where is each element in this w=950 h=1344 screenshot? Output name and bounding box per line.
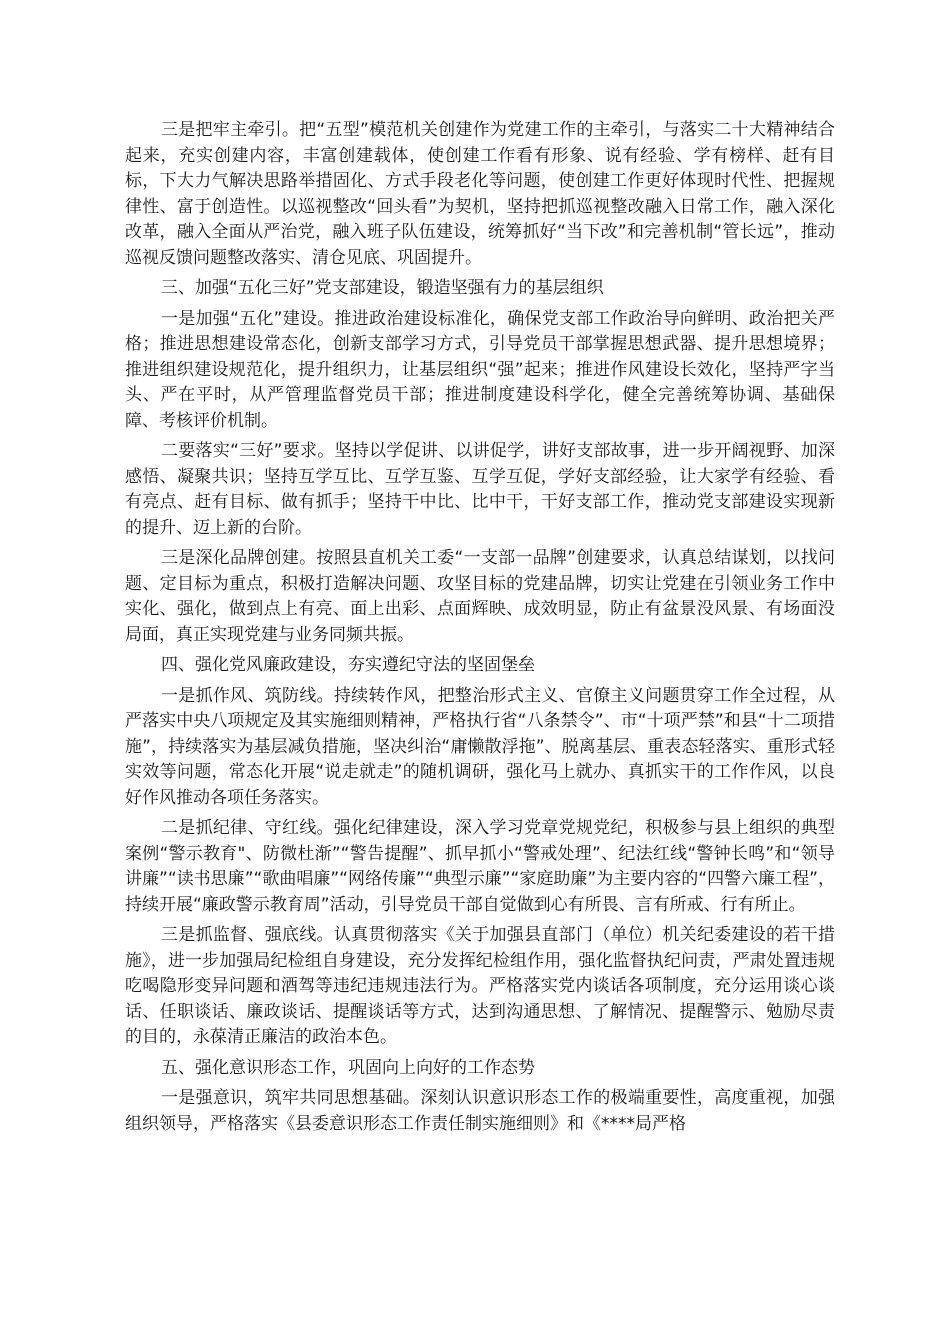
paragraph: 三是抓监督、强底线。认真贯彻落实《关于加强县直部门（单位）机关纪委建设的若干措施》，进一步加强局纪检组自身建设，充分发挥纪检组作用，强化监督执纪问责，严肃处置违规吃喝隐形变异问题和酒驾等违纪违规违法行为。严格落实党内谈话各项制度，充分运用谈心谈话、任职谈话、廉政谈话、提醒谈话等方式，达到沟通思想、了解情况、提醒警示、勉励尽责的目的，永葆清正廉洁的政治本色。 xyxy=(125,925,835,1047)
section-heading: 四、强化党风廉政建设，夯实遵纪守法的坚固堡垒 xyxy=(161,655,535,675)
section-heading: 五、强化意识形态工作，巩固向上向好的工作态势 xyxy=(161,1057,535,1078)
paragraph: 一是强意识，筑牢共同思想基础。深刻认识意识形态工作的极端重要性，高度重视，加强组织领导，严格落实《县委意识形态工作责任制实施细则》和《****局严格 xyxy=(125,1088,835,1134)
document-body xyxy=(125,118,835,1142)
paragraph: 二是抓纪律、守红线。强化纪律建设，深入学习党章党规党纪，积极参与县上组织的典型案例“警示教育"、防微杜渐”“警告提醒”、抓早抓小“警戒处理”、纪法红线“警钟长鸣”和“领导讲廉”“读书思廉”“歌曲唱廉”“网络传廉”“典型示廉”“家庭助廉”为主要内容的“四警六廉工程”，持续开展“廉政警示教育周”活动，引导党员干部自觉做到心有所畏、言有所戒、行有所止。 xyxy=(125,818,835,915)
paragraph: 一是抓作风、筑防线。持续转作风，把整治形式主义、官僚主义问题贯穿工作全过程，从严落实中央八项规定及其实施细则精神，严格执行省“八条禁令”、市“十项严禁”和县“十二项措施”，持续落实为基层减负措施，坚决纠治“庸懒散浮拖”、脱离基层、重表态轻落实、重形式轻实效等问题，常态化开展“说走就走”的随机调研，强化马上就办、真抓实干的工作作风，以良好作风推动各项任务落实。 xyxy=(125,685,835,808)
paragraph: 一是加强“五化”建设。推进政治建设标准化，确保党支部工作政治导向鲜明、政治把关严格；推进思想建设常态化，创新支部学习方式，引导党员干部掌握思想武器、提升思想境界；推进组织建设规范化，提升组织力，让基层组织“强”起来；推进作风建设长效化，坚持严字当头、严在平时，从严管理监督党员干部；推进制度建设科学化，健全完善统筹协调、基础保障、考核评价机制。 xyxy=(125,308,835,431)
paragraph: 三是深化品牌创建。按照县直机关工委“一支部一品牌”创建要求，认真总结谋划，以找问题、定目标为重点，积极打造解决问题、攻坚目标的党建品牌，切实让党建在引领业务工作中实化、强化，做到点上有亮、面上出彩、点面辉映、成效明显，防止有盆景没风景、有场面没局面，真正实现党建与业务同频共振。 xyxy=(125,548,835,645)
paragraph: 二要落实“三好”要求。坚持以学促讲、以讲促学，讲好支部故事，进一步开阔视野、加深感悟、凝聚共识；坚持互学互比、互学互鉴、互学互促，学好支部经验，让大家学有经验、看有亮点、赶有目标、做有抓手；坚持干中比、比中干，干好支部工作，推动党支部建设实现新的提升、迈上新的台阶。 xyxy=(125,441,835,538)
paragraph: 三是把牢主牵引。把“五型”模范机关创建作为党建工作的主牵引，与落实二十大精神结合起来，充实创建内容，丰富创建载体，使创建工作看有形象、说有经验、学有榜样、赶有目标，下大力气解决思路举措固化、方式手段老化等问题，使创建工作更好体现时代性、把握规律性、富于创造性。以巡视整改“回头看”为契机，坚持把抓巡视整改融入日常工作，融入深化改革，融入全面从严治党，融入班子队伍建设，统筹抓好“当下改”和完善机制“管长远”，推动巡视反馈问题整改落实、清仓见底、巩固提升。 xyxy=(125,120,835,268)
section-heading: 三、加强“五化三好”党支部建设，锻造坚强有力的基层组织 xyxy=(161,278,604,298)
